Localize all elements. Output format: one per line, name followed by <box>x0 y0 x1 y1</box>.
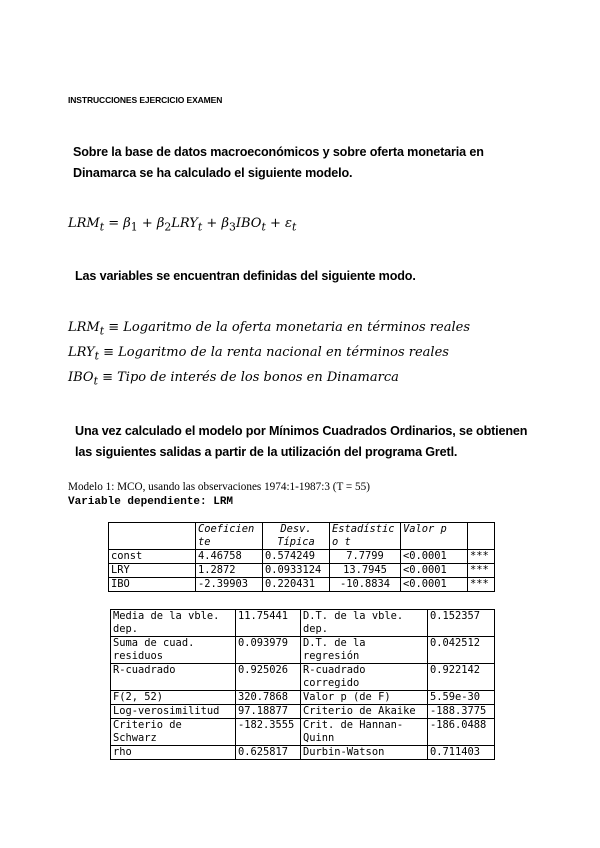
header-std-error: Desv. Típica <box>263 523 330 550</box>
statistics-table <box>110 609 495 760</box>
table-row: Criterio de Schwarz -182.3555 Crit. de Hannan- Quinn -186.0488 <box>111 719 495 746</box>
intro-paragraph <box>73 142 484 184</box>
table-row: LRY 1.2872 0.0933124 13.7945 <0.0001 *** <box>109 564 495 578</box>
dependent-variable: Variable dependiente: LRM <box>68 496 234 508</box>
table-row: const 4.46758 0.574249 7.7799 <0.0001 *** <box>109 550 495 564</box>
intro-line-1: Sobre la base de datos macroeconómicos y sobre oferta monetaria en <box>73 145 484 159</box>
table-row: F(2, 52) 320.7868 Valor p (de F) 5.59e-30 <box>111 691 495 705</box>
definition-lrm: $LRM_t$ ≡ Logaritmo de la oferta monetaria en términos reales <box>68 320 470 338</box>
header-coefficient: Coeficien te <box>196 523 263 550</box>
table-row: Log-verosimilitud 97.18877 Criterio de Akaike -188.3775 <box>111 705 495 719</box>
estimation-line-2: las siguientes salidas a partir de la utilización del programa Gretl. <box>75 445 458 459</box>
definition-ibo: $IBO_t$ ≡ Tipo de interés de los bonos en Dinamarca <box>68 370 399 388</box>
header-significance <box>468 523 495 550</box>
definition-lry: $LRY_t$ ≡ Logaritmo de la renta nacional en términos reales <box>68 345 449 363</box>
coefficients-header-row <box>109 523 495 550</box>
estimation-paragraph <box>75 421 527 463</box>
table-row: Media de la vble. dep. 11.75441 D.T. de la vble. dep. 0.152357 <box>111 610 495 637</box>
model-description: Modelo 1: MCO, usando las observaciones 1974:1-1987:3 (T = 55) <box>68 481 370 493</box>
table-row: R-cuadrado 0.925026 R-cuadrado corregido 0.922142 <box>111 664 495 691</box>
header-blank <box>109 523 196 550</box>
coefficients-table <box>108 522 495 592</box>
table-row: IBO -2.39903 0.220431 -10.8834 <0.0001 *** <box>109 578 495 592</box>
table-row: rho 0.625817 Durbin-Watson 0.711403 <box>111 746 495 760</box>
variables-intro: Las variables se encuentran definidas del siguiente modo. <box>75 269 416 283</box>
intro-line-2: Dinamarca se ha calculado el siguiente modelo. <box>73 166 353 180</box>
model-equation: $LRM_t = \beta_1 + \beta_2LRY_t + \beta_3IBO_t + \varepsilon_t$ <box>68 216 297 234</box>
estimation-line-1: Una vez calculado el modelo por Mínimos Cuadrados Ordinarios, se obtienen <box>75 424 528 438</box>
header-p-value: Valor p <box>401 523 468 550</box>
table-row: Suma de cuad. residuos 0.093979 D.T. de la regresión 0.042512 <box>111 637 495 664</box>
header-t-statistic: Estadístic o t <box>330 523 401 550</box>
document-title: INSTRUCCIONES EJERCICIO EXAMEN <box>68 95 223 105</box>
